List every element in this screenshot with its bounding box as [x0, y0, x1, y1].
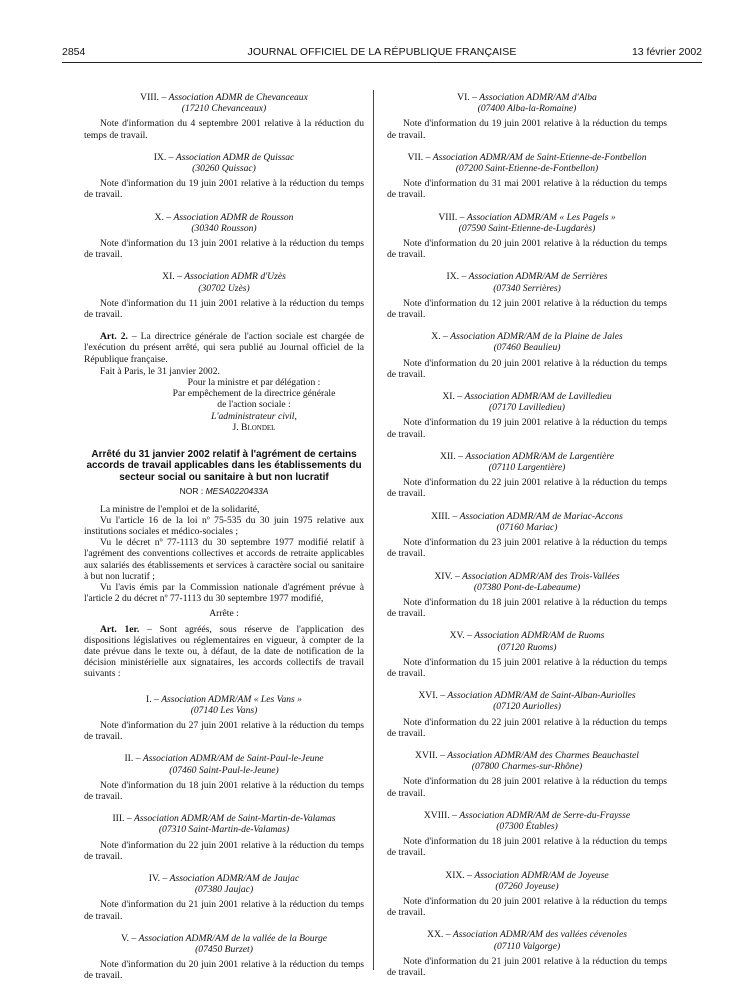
entry-note: Note d'information du 28 juin 2001 relative à la réduction du temps de travail. [387, 776, 667, 799]
article-1 [84, 624, 364, 680]
association-name: Association ADMR/AM des vallées cévenoles [452, 929, 627, 941]
entry-number: I. [146, 693, 152, 705]
entry-number: XV. [449, 630, 465, 642]
entry-note: Note d'information du 21 juin 2001 relative à la réduction du temps de travail. [84, 899, 364, 922]
association-place: (07110 Valgorge) [493, 940, 561, 952]
association-place: (07110 Largentière) [488, 462, 566, 474]
association-name: Association ADMR/AM d'Alba [479, 92, 597, 103]
association-name: Association ADMR de Rousson [173, 211, 294, 223]
list-item [387, 750, 667, 799]
entry-number: VII. [407, 151, 424, 163]
entry-number: XVII. [415, 749, 438, 761]
association-place: (17210 Chevanceaux) [181, 103, 267, 115]
entry-title: XIV. – Association ADMR/AM des Trois-Vallées [434, 570, 620, 582]
association-place: (07460 Beaulieu) [493, 342, 561, 354]
entry-note: Note d'information du 23 juin 2001 relative à la réduction du temps de travail. [387, 537, 667, 560]
entry-number: XI. [442, 391, 455, 403]
association-place: (07380 Jaujac) [194, 884, 254, 896]
preamble-3: Vu le décret nº 77-1113 du 30 septembre 1977 modifié relatif à l'agrément des conventions collectives et accords de retraite applicables aux salariés des établissements et services à caractère social ou sanitaire à but non lucratif ; [84, 537, 364, 582]
list-item [84, 813, 364, 862]
nor-reference [84, 486, 364, 497]
entry-number: XIV. [434, 570, 453, 582]
association-name: Association ADMR de Quissac [175, 151, 295, 163]
association-place: (30340 Rousson) [191, 222, 257, 234]
entry-note: Note d'information du 18 juin 2001 relative à la réduction du temps de travail. [387, 596, 667, 620]
entry-note: Note d'information du 22 juin 2001 relative à la réduction du temps de travail. [387, 716, 667, 739]
signature-line-3: de l'action sociale : [217, 399, 291, 411]
entry-number: XIX. [445, 869, 465, 881]
signature-block [144, 377, 364, 433]
association-name: Association ADMR de Chevanceaux [168, 92, 308, 103]
nor-label: NOR : [179, 486, 206, 497]
entry-title: X. – Association ADMR/AM de la Plaine de Jales [431, 331, 623, 343]
entry-number: VIII. [438, 211, 458, 223]
fait-a-paris: Fait à Paris, le 31 janvier 2002. [100, 365, 220, 377]
association-name: Association ADMR/AM de la Plaine de Jales [450, 331, 623, 343]
entry-number: IX. [446, 271, 460, 283]
list-item [387, 810, 667, 859]
list-item [84, 694, 364, 743]
list-item [387, 451, 667, 500]
entry-title: XVI. – Association ADMR/AM de Saint-Alban-Auriolles [418, 690, 636, 702]
list-item [84, 933, 364, 982]
association-place: (07140 Les Vans) [190, 704, 258, 716]
entry-title: V. – Association ADMR/AM de la vallée de la Bourge [120, 932, 328, 944]
entry-note: Note d'information du 18 juin 2001 relative à la réduction du temps de travail. [387, 836, 667, 859]
entry-note: Note d'information du 22 juin 2001 relative à la réduction du temps de travail. [387, 477, 667, 500]
association-name: Association ADMR/AM de Mariac-Accons [459, 510, 623, 522]
preamble-2: Vu l'article 16 de la loi nº 75-535 du 30 juin 1975 relative aux institutions sociales et médico-sociales ; [84, 514, 364, 537]
association-place: (07120 Ruoms) [497, 641, 557, 653]
entry-number: XX. [427, 929, 444, 941]
entry-note: Note d'information du 19 juin 2001 relative à la réduction du temps de travail. [84, 178, 364, 201]
entry-title: VII. – Association ADMR/AM de Saint-Etienne-de-Fontbellon [407, 151, 647, 163]
right-entry-list [387, 92, 667, 978]
association-name: Association ADMR/AM de Serre-du-Fraysse [459, 809, 631, 821]
association-name: Association ADMR/AM de Saint-Alban-Auriolles [447, 690, 636, 702]
entry-title: XVIII. – Association ADMR/AM de Serre-du-Fraysse [423, 809, 631, 821]
entry-number: II. [124, 753, 134, 765]
header-rule [62, 62, 702, 63]
signature-line-2: Par empêchement de la directrice générale [172, 388, 336, 400]
entry-note: Note d'information du 21 juin 2001 relative à la réduction du temps de travail. [387, 955, 667, 978]
signature-line-4: L'administrateur civil, [211, 410, 297, 422]
entry-title: XI. – Association ADMR d'Uzès [162, 271, 286, 283]
association-name: Association ADMR d'Uzès [184, 271, 286, 283]
nor-code: MESA0220433A [205, 486, 269, 497]
list-item [387, 870, 667, 919]
entry-number: III. [112, 813, 125, 825]
list-item [387, 331, 667, 380]
association-place: (07170 Lavilledieu) [489, 402, 565, 414]
entry-note: Note d'information du 27 juin 2001 relative à la réduction du temps de travail. [84, 719, 364, 743]
list-item [387, 152, 667, 201]
entry-title: VI. – Association ADMR/AM d'Alba [457, 92, 597, 103]
entry-note: Note d'information du 11 juin 2001 relative à la réduction du temps de travail. [84, 297, 364, 321]
list-item [84, 92, 364, 141]
entry-note: Note d'information du 20 juin 2001 relative à la réduction du temps de travail. [387, 357, 667, 380]
list-item [387, 92, 667, 141]
association-name: Association ADMR/AM de Saint-Etienne-de-Fontbellon [432, 151, 647, 163]
association-place: (07260 Joyeuse) [495, 880, 559, 892]
association-place: (07300 Étables) [496, 820, 558, 832]
association-place: (07400 Alba-la-Romaine) [477, 103, 577, 115]
entry-title: XIX. – Association ADMR/AM de Joyeuse [445, 869, 609, 881]
signature-name: J. Blondel [232, 421, 276, 433]
article-1-text: – Sont agréés, sous réserve de l'application des dispositions législatives ou réglementaires en vigueur, à compter de la date prévue dans le texte ou, à défaut, de la date de notification de la décision ministérielle aux signataires, les accords collectifs de travail suivants : [84, 623, 364, 680]
association-name: Association ADMR/AM « Les Pagels » [466, 211, 616, 223]
entry-title: XVII. – Association ADMR/AM des Charmes Beauchastel [415, 749, 639, 761]
entry-title: XX. – Association ADMR/AM des vallées cévenoles [427, 929, 627, 941]
association-place: (07460 Saint-Paul-le-Jeune) [169, 764, 279, 776]
entry-note: Note d'information du 12 juin 2001 relative à la réduction du temps de travail. [387, 297, 667, 321]
list-item [387, 212, 667, 261]
entry-number: X. [431, 331, 441, 343]
association-place: (07450 Burzet) [195, 944, 253, 955]
entry-note: Note d'information du 4 septembre 2001 relative à la réduction du temps de travail. [84, 118, 364, 141]
entry-note: Note d'information du 18 juin 2001 relative à la réduction du temps de travail. [84, 779, 364, 802]
list-item [387, 571, 667, 620]
list-item [84, 753, 364, 802]
list-item [387, 929, 667, 978]
association-name: Association ADMR/AM de Ruoms [474, 630, 605, 642]
association-name: Association ADMR/AM de Largentière [465, 450, 614, 462]
signature-line-1: Pour la ministre et par délégation : [187, 377, 321, 389]
entry-number: XVIII. [423, 809, 450, 821]
entry-number: XII. [440, 450, 456, 462]
association-name: Association ADMR/AM de Jaujac [169, 872, 300, 884]
entry-title: II. – Association ADMR/AM de Saint-Paul-le-Jeune [124, 753, 324, 765]
association-name: Association ADMR/AM de la vallée de la Bourge [138, 932, 328, 944]
right-column [387, 92, 667, 989]
association-place: (07800 Charmes-sur-Rhône) [471, 761, 583, 773]
page-number: 2854 [62, 46, 86, 58]
entry-number: XI. [162, 271, 175, 283]
arrete-heading: Arrête : [209, 608, 239, 620]
association-name: Association ADMR/AM de Serrières [468, 271, 608, 283]
association-place: (07590 Saint-Etienne-de-Lugdarès) [458, 222, 596, 234]
association-name: Association ADMR/AM de Saint-Martin-de-Valamas [134, 813, 336, 825]
entry-note: Note d'information du 20 juin 2001 relative à la réduction du temps de travail. [84, 959, 364, 982]
association-place: (07380 Pont-de-Labeaume) [473, 581, 581, 593]
association-name: Association ADMR/AM de Joyeuse [474, 869, 609, 881]
list-item [387, 271, 667, 320]
association-name: Association ADMR/AM « Les Vans » [161, 693, 302, 705]
entry-note: Note d'information du 13 juin 2001 relative à la réduction du temps de travail. [84, 238, 364, 261]
entry-note: Note d'information du 22 juin 2001 relative à la réduction du temps de travail. [84, 839, 364, 862]
preamble-1: La ministre de l'emploi et de la solidarité, [100, 503, 260, 515]
list-item [387, 630, 667, 679]
arrete-title: Arrêté du 31 janvier 2002 relatif à l'agrément de certains accords de travail applicables dans les établissements du secteur social ou sanitaire à but non lucratif [86, 449, 362, 483]
entry-number: VI. [457, 92, 470, 103]
association-place: (07200 Saint-Etienne-de-Fontbellon) [455, 163, 599, 175]
entry-note: Note d'information du 19 juin 2001 relative à la réduction du temps de travail. [387, 417, 667, 440]
entry-number: VIII. [140, 92, 160, 103]
article-2-text: – La directrice générale de l'action sociale est chargée de l'exécution du présent arrêté, qui sera publié au Journal officiel de la République française. [84, 331, 364, 365]
journal-title: JOURNAL OFFICIEL DE LA RÉPUBLIQUE FRANÇAISE [247, 46, 517, 58]
list-item [387, 511, 667, 560]
association-name: Association ADMR/AM des Charmes Beauchastel [447, 749, 639, 761]
preamble-4: Vu l'avis émis par la Commission nationale d'agrément prévue à l'article 2 du décret nº 77-1113 du 30 septembre 1977 modifié, [84, 581, 364, 605]
entry-number: X. [154, 211, 164, 223]
column-divider [373, 90, 374, 970]
list-item [84, 152, 364, 201]
association-name: Association ADMR/AM de Lavilledieu [464, 391, 612, 403]
publication-date: 13 février 2002 [631, 46, 702, 58]
association-place: (30702 Uzès) [198, 282, 250, 294]
entry-note: Note d'information du 20 juin 2001 relative à la réduction du temps de travail. [387, 238, 667, 261]
entry-title: XI. – Association ADMR/AM de Lavilledieu [442, 391, 612, 403]
association-place: (07340 Serrières) [493, 282, 561, 294]
left-entry-list [84, 92, 364, 320]
page-header [62, 44, 702, 60]
entry-number: XIII. [431, 510, 451, 522]
association-name: Association ADMR/AM des Trois-Vallées [462, 570, 620, 582]
left-entry-list-2 [84, 694, 364, 982]
entry-note: Note d'information du 19 juin 2001 relative à la réduction du temps de travail. [387, 118, 667, 141]
entry-note: Note d'information du 15 juin 2001 relative à la réduction du temps de travail. [387, 656, 667, 679]
left-column [84, 92, 364, 993]
entry-number: IV. [148, 872, 161, 884]
list-item [84, 271, 364, 320]
entry-title: IX. – Association ADMR de Quissac [153, 151, 295, 163]
entry-number: XVI. [418, 690, 438, 702]
list-item [84, 212, 364, 261]
entry-title: XII. – Association ADMR/AM de Largentière [440, 450, 614, 462]
entry-number: IX. [153, 151, 167, 163]
entry-title: IX. – Association ADMR/AM de Serrières [446, 271, 608, 283]
entry-note: Note d'information du 31 mai 2001 relative à la réduction du temps de travail. [387, 178, 667, 201]
list-item [387, 690, 667, 739]
article-2 [84, 331, 364, 365]
entry-title: XV. – Association ADMR/AM de Ruoms [449, 630, 605, 642]
article-1-label: Art. 1er. [100, 623, 140, 635]
association-place: (07310 Saint-Martin-de-Valamas) [158, 824, 290, 836]
entry-title: XIII. – Association ADMR/AM de Mariac-Accons [431, 510, 623, 522]
association-place: (07120 Auriolles) [493, 701, 561, 713]
entry-title: VIII. – Association ADMR de Chevanceaux [140, 92, 308, 103]
association-name: Association ADMR/AM de Saint-Paul-le-Jeune [142, 753, 324, 765]
entry-title: III. – Association ADMR/AM de Saint-Martin-de-Valamas [112, 813, 336, 825]
article-2-label: Art. 2. [100, 331, 128, 343]
entry-title: I. – Association ADMR/AM « Les Vans » [146, 693, 302, 705]
entry-title: VIII. – Association ADMR/AM « Les Pagels » [438, 211, 616, 223]
list-item [84, 873, 364, 922]
list-item [387, 391, 667, 440]
entry-number: V. [120, 932, 130, 944]
entry-title: X. – Association ADMR de Rousson [154, 211, 294, 223]
entry-note: Note d'information du 20 juin 2001 relative à la réduction du temps de travail. [387, 895, 667, 919]
entry-title: IV. – Association ADMR/AM de Jaujac [148, 872, 300, 884]
association-place: (07160 Mariac) [496, 521, 558, 533]
association-place: (30260 Quissac) [192, 163, 256, 175]
